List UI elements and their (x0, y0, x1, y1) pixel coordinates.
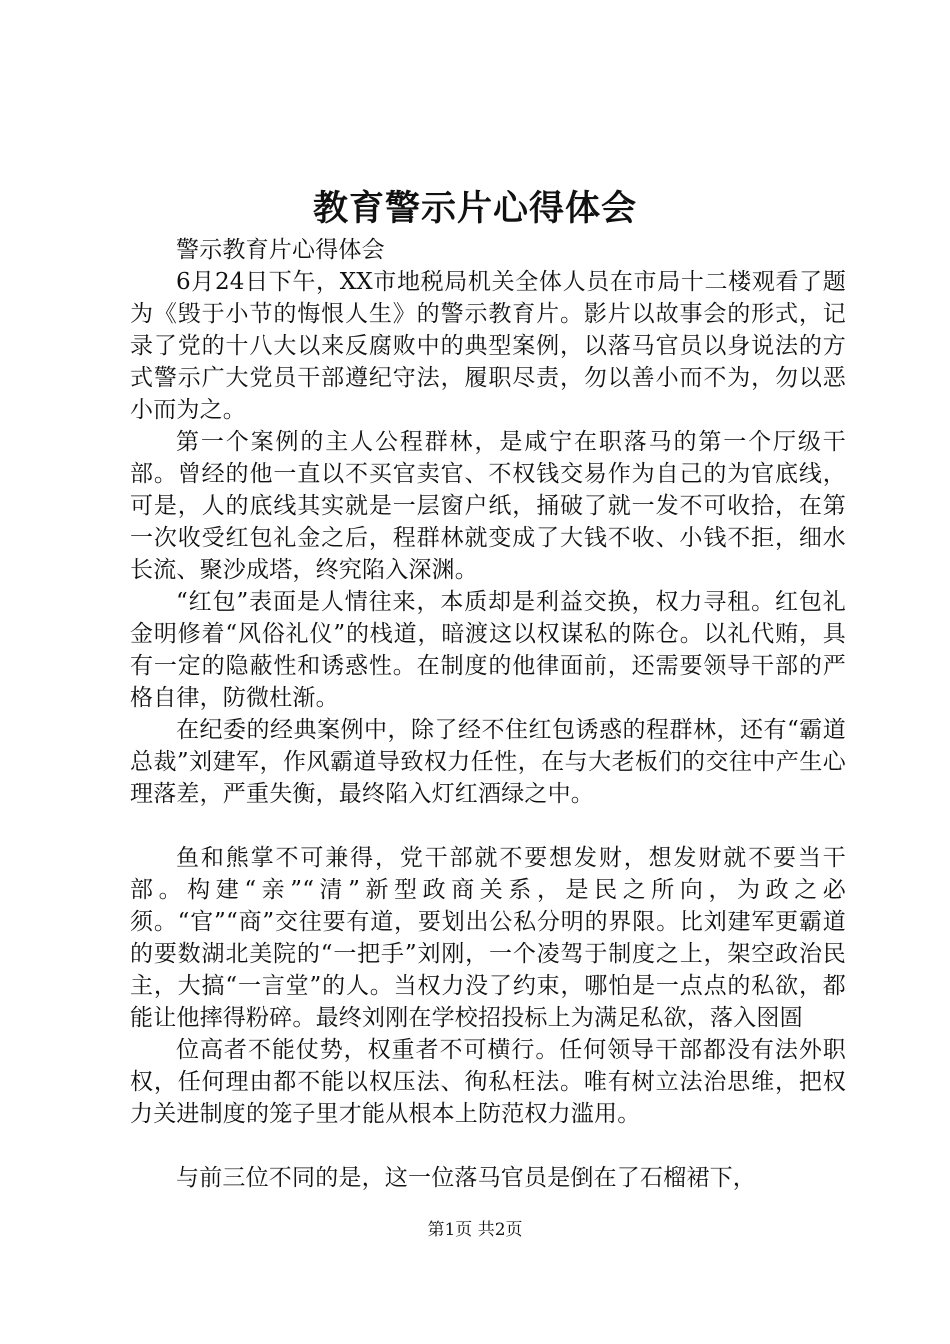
paragraph-business-relations: 鱼和熊掌不可兼得，党干部就不要想发财，想发财就不要当干部。构建“亲”“清”新型政商关系，是民之所向，为政之必须。“官”“商”交往要有道，要划出公私分明的界限。比刘建军更霸道的要数湖北美院的“一把手”刘刚，一个凌驾于制度之上，架空政治民主，大搞“一言堂”的人。当权力没了约束，哪怕是一点点的私欲，都能让他摔得粉碎。最终刘刚在学校招投标上为满足私欲，落入囹圄 (130, 845, 846, 1031)
paragraph-gap (130, 1130, 846, 1162)
paragraph-subtitle: 警示教育片心得体会 (176, 237, 385, 263)
document-body (130, 234, 846, 1194)
paragraph-case-one: 第一个案例的主人公程群林，是咸宁在职落马的第一个厅级干部。曾经的他一直以不买官卖官、不权钱交易作为自己的为官底线，可是，人的底线其实就是一层窗户纸，捅破了就一发不可收拾，在第一次收受红包礼金之后，程群林就变成了大钱不收、小钱不拒，细水长流、聚沙成塔，终究陷入深渊。 (130, 429, 846, 583)
paragraph-intro: 6月24日下午，XX市地税局机关全体人员在市局十二楼观看了题为《毁于小节的悔恨人生》的警示教育片。影片以故事会的形式，记录了党的十八大以来反腐败中的典型案例，以落马官员以身说法的方式警示广大党员干部遵纪守法，履职尽责，勿以善小而不为，勿以恶小而为之。 (130, 269, 846, 423)
paragraph-red-envelope: “红包”表面是人情往来，本质却是利益交换，权力寻租。红包礼金明修着“风俗礼仪”的栈道，暗渡这以权谋私的陈仓。以礼代贿，具有一定的隐蔽性和诱惑性。在制度的他律面前，还需要领导干部的严格自律，防微杜渐。 (130, 589, 846, 711)
paragraph-gap (130, 810, 846, 842)
document-title: 教育警示片心得体会 (312, 188, 637, 229)
page-number-footer: 第1页 共2页 (427, 1220, 523, 1240)
paragraph-power-limits: 位高者不能仗势，权重者不可横行。任何领导干部都没有法外职权，任何理由都不能以权压法、徇私枉法。唯有树立法治思维，把权力关进制度的笼子里才能从根本上防范权力滥用。 (130, 1037, 846, 1127)
paragraph-case-four: 与前三位不同的是，这一位落马官员是倒在了石榴裙下， (176, 1165, 756, 1191)
paragraph-case-two: 在纪委的经典案例中，除了经不住红包诱惑的程群林，还有“霸道总裁”刘建军，作风霸道导致权力任性，在与大老板们的交往中产生心理落差，严重失衡，最终陷入灯红酒绿之中。 (130, 717, 846, 807)
